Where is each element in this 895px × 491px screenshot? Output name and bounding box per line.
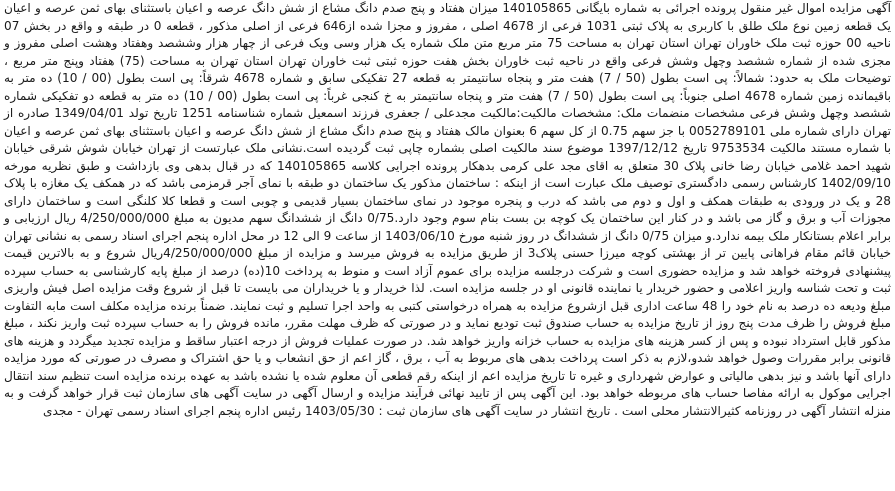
notice-body-text: آگهی مزایده اموال غیر منقول پرونده اجرائی به شماره بایگانی 140105865 میزان هفتاد و پنج صدم دانگ مشاع از شش دانگ عرصه و اعیان باستثنای بهای ثمن عرصه و اعیان یک قطعه زمین نوع ملک طلق با کاربری به پلاک ثبتی 1031 فرعی از 4678 اصلی ، مفروز و مجزا شده از646 فرعی از اصلی مذکور ، قطعه 0 در طبقه و واقع در بخش 07 ناحیه 00 حوزه ثبت ملک خاوران تهران استان تهران به مساحت 75 متر مربع متن ملک شماره یک هزار وسی ویک فرعی از چهار هزار وششصد وهفتاد وهشت اصلی مفروز و مجزی شده از شماره ششصد وچهل وشش فرعی واقع در ناحیه ثبت خاوران بخش هفت حوزه ثبتی ثبت خاوران تهران استان تهران به مساحت (75) هفتاد وپنج متر مربع ، توضیحات ملک به حدود: شمالاً: پی است بطول (50 / 7) هفت متر و پنجاه سانتیمتر به قطعه 27 تفکیکی سابق و شماره 4678 شرقاً: پی است بطول (00 / 10) ده متر به باقیمانده زمین شماره 4678 اصلی جنوباً: پی است بطول (50 / 7) هفت متر و پنجاه سانتیمتر به خ کنجی غرباً: پی است بطول (00 / 10) ده متر به قطعه دو تفکیکی شماره ششصد وچهل وشش فرعی مشخصات منضمات ملک: مشخصات مالکیت:مالکیت مجدعلی / جعفری فرزند اسمعیل شماره شناسنامه 1251 تاریخ تولد 1349/04/01 صادره از تهران دارای شماره ملی 0052789101 با جز سهم 0.75 از کل سهم 6 بعنوان مالک هفتاد و پنج صدم دانگ مشاع از شش دانگ عرصه و اعیان باستثنای بهای ثمن عرصه و اعیان با شماره مستند مالکیت 9753534 تاریخ 1397/12/12 موضوع سند مالکیت اصلی بشماره چاپی ثبت گردیده است.نشانی ملک عبارتست از تهران خیابان شوش شرقی خیابان شهید احمد غلامی خیابان رضا خانی پلاک 30 متعلق به اقای مجد علی کرمی بدهکار پرونده اجرایی کلاسه 140105865 که در قبال بدهی وی بازداشت و طبق نظریه مورخه 1402/09/10 کارشناس رسمی دادگستری توصیف ملک عبارت است از اینکه : ساختمان مذکور یک ساختمان دو طبقه با نمای آجر قرمزمی باشد که در همکف یک مغازه با پلاک 28 و یک در ورودی به طبقات همکف و اول و دوم می باشد که درب و پنجره موجود در نمای ساختمان بسیار قدیمی و چوبی است و قطعا کلا کلنگی است و ساختمان دارای مجوزات آب و برق و گاز می باشد و در کنار این ساختمان یک کوچه بن بست بنام سوم وجود دارد.0/75 دانگ از ششدانگ سهم مدیون به مبلغ 4/250/000/000 ریال ارزیابی و برابر اعلام بستانکار ملک بیمه ندارد.و میزان 0/75 دانگ از ششدانگ در روز شنبه مورخ 1403/06/10 از ساعت 9 الی 12 در محل اداره پنجم اجرای اسناد رسمی به نشانی تهران خیابان قائم مقام فراهانی پایین تر از بهشتی کوچه میرزا حسنی پلاک3 از طریق مزایده به فروش میرسد و مزایده از مبلغ 4/250/000/000ریال شروع و به بالاترین قیمت پیشنهادی فروخته خواهد شد و مزایده حضوری است و شرکت درجلسه مزایده برای عموم آزاد است و منوط به پرداخت 10(ده) درصد از مبلغ پایه کارشناسی به حساب سپرده ثبت و تحت شناسه واریز اعلامی و حضور خریدار یا نماینده قانونی او در جلسه مزایده است. لذا خریدار و یا خریداران می بایست تا قبل از شروع وقت مزایده اصل فیش واریزی مبلغ ودیعه ده درصد به نام خود را 48 ساعت اداری قبل ازشروع مزایده به همراه درخواستی کتبی به واحد اجرا تسلیم و ثبت نمایند. ضمناً برنده مزایده مکلف است مابه التفاوت مبلغ فروش را ظرف مدت پنج روز از تاریخ مزایده به حساب صندوق ثبت تودیع نماید و در صورتی که ظرف مهلت مقرر، مانده فروش را به حساب سپرده ثبت واریز نکند ، مبلغ مذکور قابل استرداد نبوده و پس از کسر هزینه های مزایده به حساب خزانه واریز خواهد شد. در صورت عملیات فروش از درجه اعتبار ساقط و مزایده تجدید میگردد و هزینه های قانونی برابر مقررات وصول خواهد شدو،لازم به ذکر است پرداخت بدهی های مربوط به آب ، برق ، گاز اعم از حق انشعاب و یا حق اشتراک و مصرف در صورتی که مورد مزایده دارای آنها باشد و نیز بدهی مالیاتی و عوارض شهرداری و غیره تا تاریخ مزایده اعم از اینکه رقم قطعی آن معلوم شده یا نشده باشد به عهده برنده مزایده است تنظیم سند انتقال اجرایی موکول به ارائه مفاصا حساب های مربوطه خواهد بود. این آگهی پس از تایید نهائی فرآیند مزایده و ارسال آگهی در سایت آگهی های سازمان ثبت قرار خواهد گرفت و به منزله انتشار آگهی در روزنامه کثیرالانتشار محلی است . تاریخ انتشار در سایت آگهی های سازمان ثبت : 1403/05/30 رئیس اداره پنجم اجرای اسناد رسمی تهران - مجدی bbox=[4, 1, 892, 418]
